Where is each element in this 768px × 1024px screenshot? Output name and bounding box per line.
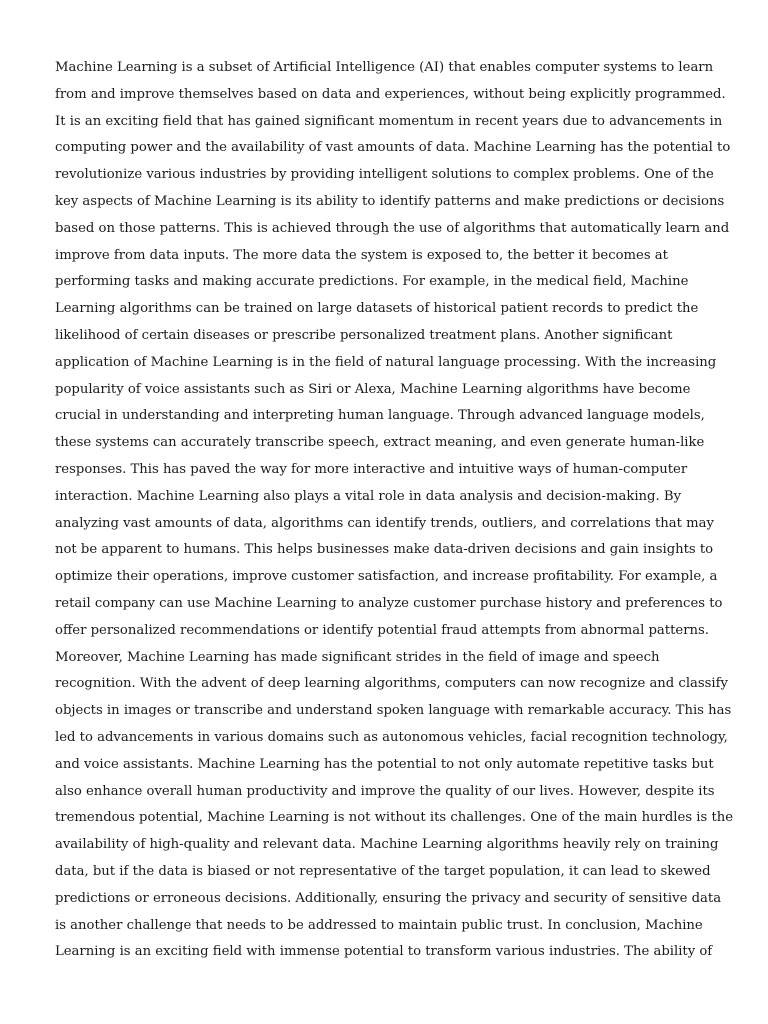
text-line: availability of high-quality and relevant data. Machine Learning algorithms heavily rely on training bbox=[55, 837, 719, 853]
text-line: offer personalized recommendations or identify potential fraud attempts from abnormal patterns. bbox=[55, 622, 709, 638]
text-line: retail company can use Machine Learning to analyze customer purchase history and preferences to bbox=[55, 595, 723, 611]
text-line: likelihood of certain diseases or prescribe personalized treatment plans. Another significant bbox=[55, 327, 673, 343]
text-line: recognition. With the advent of deep learning algorithms, computers can now recognize and classify bbox=[55, 676, 728, 692]
text-line: predictions or erroneous decisions. Additionally, ensuring the privacy and security of sensitive data bbox=[55, 890, 722, 906]
text-line: performing tasks and making accurate predictions. For example, in the medical field, Machine bbox=[55, 274, 689, 290]
text-line: responses. This has paved the way for more interactive and intuitive ways of human-computer bbox=[55, 461, 688, 477]
text-line: not be apparent to humans. This helps businesses make data-driven decisions and gain insights to bbox=[55, 542, 714, 558]
text-line: Machine Learning is a subset of Artificial Intelligence (AI) that enables computer systems to learn bbox=[55, 60, 714, 75]
text-line: computing power and the availability of vast amounts of data. Machine Learning has the potential to bbox=[55, 140, 731, 156]
text-line: revolutionize various industries by providing intelligent solutions to complex problems. One of the bbox=[55, 167, 714, 183]
text-line: and voice assistants. Machine Learning has the potential to not only automate repetitive tasks but bbox=[55, 756, 714, 772]
text-line: Learning algorithms can be trained on large datasets of historical patient records to predict the bbox=[55, 301, 699, 317]
text-line: also enhance overall human productivity and improve the quality of our lives. However, despite its bbox=[55, 783, 715, 799]
text-line: optimize their operations, improve customer satisfaction, and increase profitability. For example, a bbox=[55, 569, 718, 585]
text-line: popularity of voice assistants such as Siri or Alexa, Machine Learning algorithms have become bbox=[55, 381, 691, 397]
text-line: Learning is an exciting field with immense potential to transform various industries. The ability of bbox=[55, 944, 713, 960]
text-line: key aspects of Machine Learning is its ability to identify patterns and make predictions or decisions bbox=[55, 193, 725, 209]
text-line: It is an exciting field that has gained significant momentum in recent years due to advancements in bbox=[55, 113, 723, 129]
text-line: data, but if the data is biased or not representative of the target population, it can lead to skewed bbox=[55, 863, 711, 879]
text-line: led to advancements in various domains such as autonomous vehicles, facial recognition technology, bbox=[55, 729, 728, 745]
text-line: analyzing vast amounts of data, algorithms can identify trends, outliers, and correlations that may bbox=[55, 515, 714, 531]
text-line: tremendous potential, Machine Learning is not without its challenges. One of the main hurdles is the bbox=[55, 810, 734, 826]
text-line: interaction. Machine Learning also plays a vital role in data analysis and decision-making. By bbox=[55, 488, 682, 504]
text-line: application of Machine Learning is in the field of natural language processing. With the increasing bbox=[55, 354, 717, 370]
text-line: is another challenge that needs to be addressed to maintain public trust. In conclusion, Machine bbox=[55, 917, 703, 933]
text-line: crucial in understanding and interpreting human language. Through advanced language models, bbox=[55, 408, 705, 424]
text-line: from and improve themselves based on data and experiences, without being explicitly programmed. bbox=[55, 86, 726, 102]
body-paragraph bbox=[55, 55, 734, 966]
text-line: objects in images or transcribe and understand spoken language with remarkable accuracy. This has bbox=[55, 703, 732, 719]
text-line: based on those patterns. This is achieved through the use of algorithms that automatically learn and bbox=[55, 220, 730, 236]
text-line: these systems can accurately transcribe speech, extract meaning, and even generate human-like bbox=[55, 435, 705, 451]
text-line: Moreover, Machine Learning has made significant strides in the field of image and speech bbox=[55, 649, 660, 665]
text-line: improve from data inputs. The more data the system is exposed to, the better it becomes at bbox=[55, 247, 668, 263]
